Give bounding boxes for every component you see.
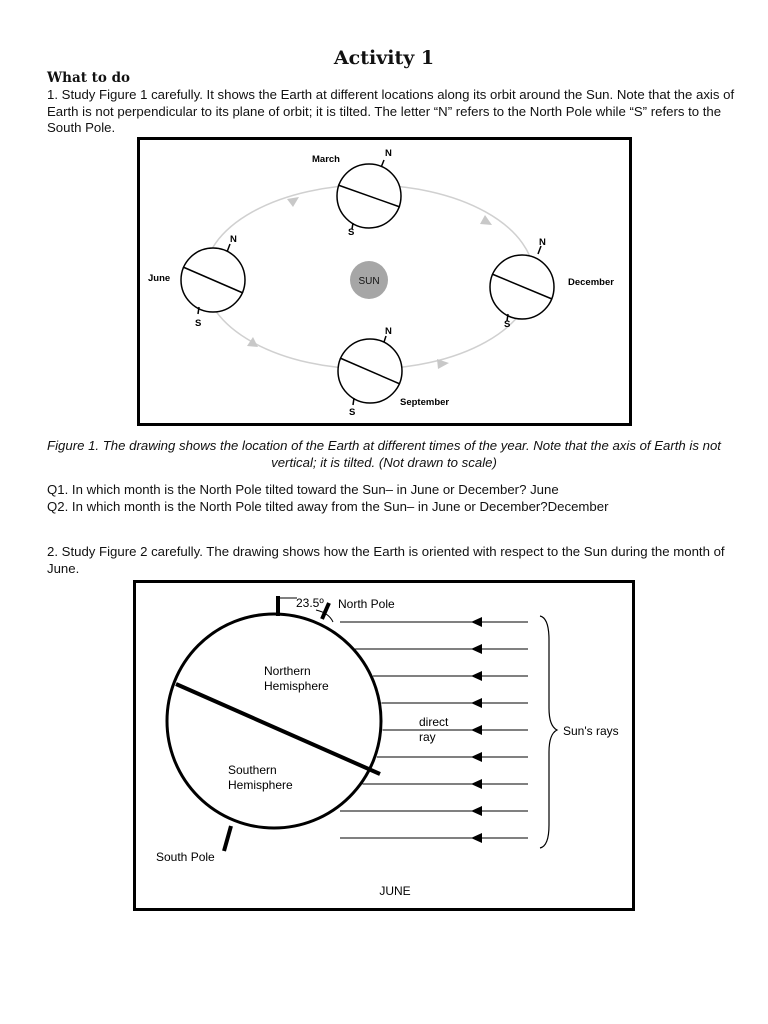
what-to-do-heading: What to do	[47, 70, 131, 86]
sun-label: SUN	[358, 276, 380, 287]
label-june: June	[148, 273, 171, 284]
south-label: S	[348, 227, 355, 238]
label-september: September	[400, 397, 450, 408]
northern-hemisphere-label: Northern	[264, 664, 311, 678]
angle-label: 23.5º	[296, 596, 324, 610]
south-label: S	[195, 318, 202, 329]
suns-rays-label: Sun's rays	[563, 724, 619, 738]
label-december: December	[568, 277, 614, 288]
north-pole-label: North Pole	[338, 597, 395, 611]
page-title: Activity 1	[333, 47, 435, 69]
question-2: Q2. In which month is the North Pole tilted away from the Sun– in June or December?December	[47, 499, 609, 514]
north-label: N	[230, 234, 237, 245]
northern-hemisphere-label: Hemisphere	[264, 679, 329, 693]
south-label: S	[504, 319, 511, 330]
figure-2-june-diagram	[133, 580, 636, 911]
june-label: JUNE	[379, 884, 411, 898]
figure-1-orbit-diagram	[137, 137, 633, 427]
direct-ray-label: direct	[419, 715, 449, 729]
north-label: N	[385, 148, 392, 159]
step-1-text: 1. Study Figure 1 carefully. It shows the Earth at different locations along its orbit around the Sun. Note that the axis of Earth is not perpendicular to its plane of orbit; it is tilted. The letter “N” refers to the North Pole while “S” refers to the South Pole.	[47, 87, 735, 135]
label-march: March	[312, 154, 340, 165]
direct-ray-label: ray	[419, 730, 436, 744]
step-2-text: 2. Study Figure 2 carefully. The drawing shows how the Earth is oriented with respect to the Sun during the month of June.	[47, 544, 725, 576]
north-label: N	[539, 237, 546, 248]
south-pole-label: South Pole	[156, 850, 215, 864]
southern-hemisphere-label: Southern	[228, 763, 277, 777]
question-1: Q1. In which month is the North Pole tilted toward the Sun– in June or December? June	[47, 482, 559, 497]
south-label: S	[349, 407, 356, 418]
earth-circle	[167, 614, 381, 828]
southern-hemisphere-label: Hemisphere	[228, 778, 293, 792]
figure-1-caption: Figure 1. The drawing shows the location of the Earth at different times of the year. Note that the axis of Earth is not vertical; it is tilted. (Not drawn to scale)	[47, 438, 721, 470]
north-label: N	[385, 326, 392, 337]
